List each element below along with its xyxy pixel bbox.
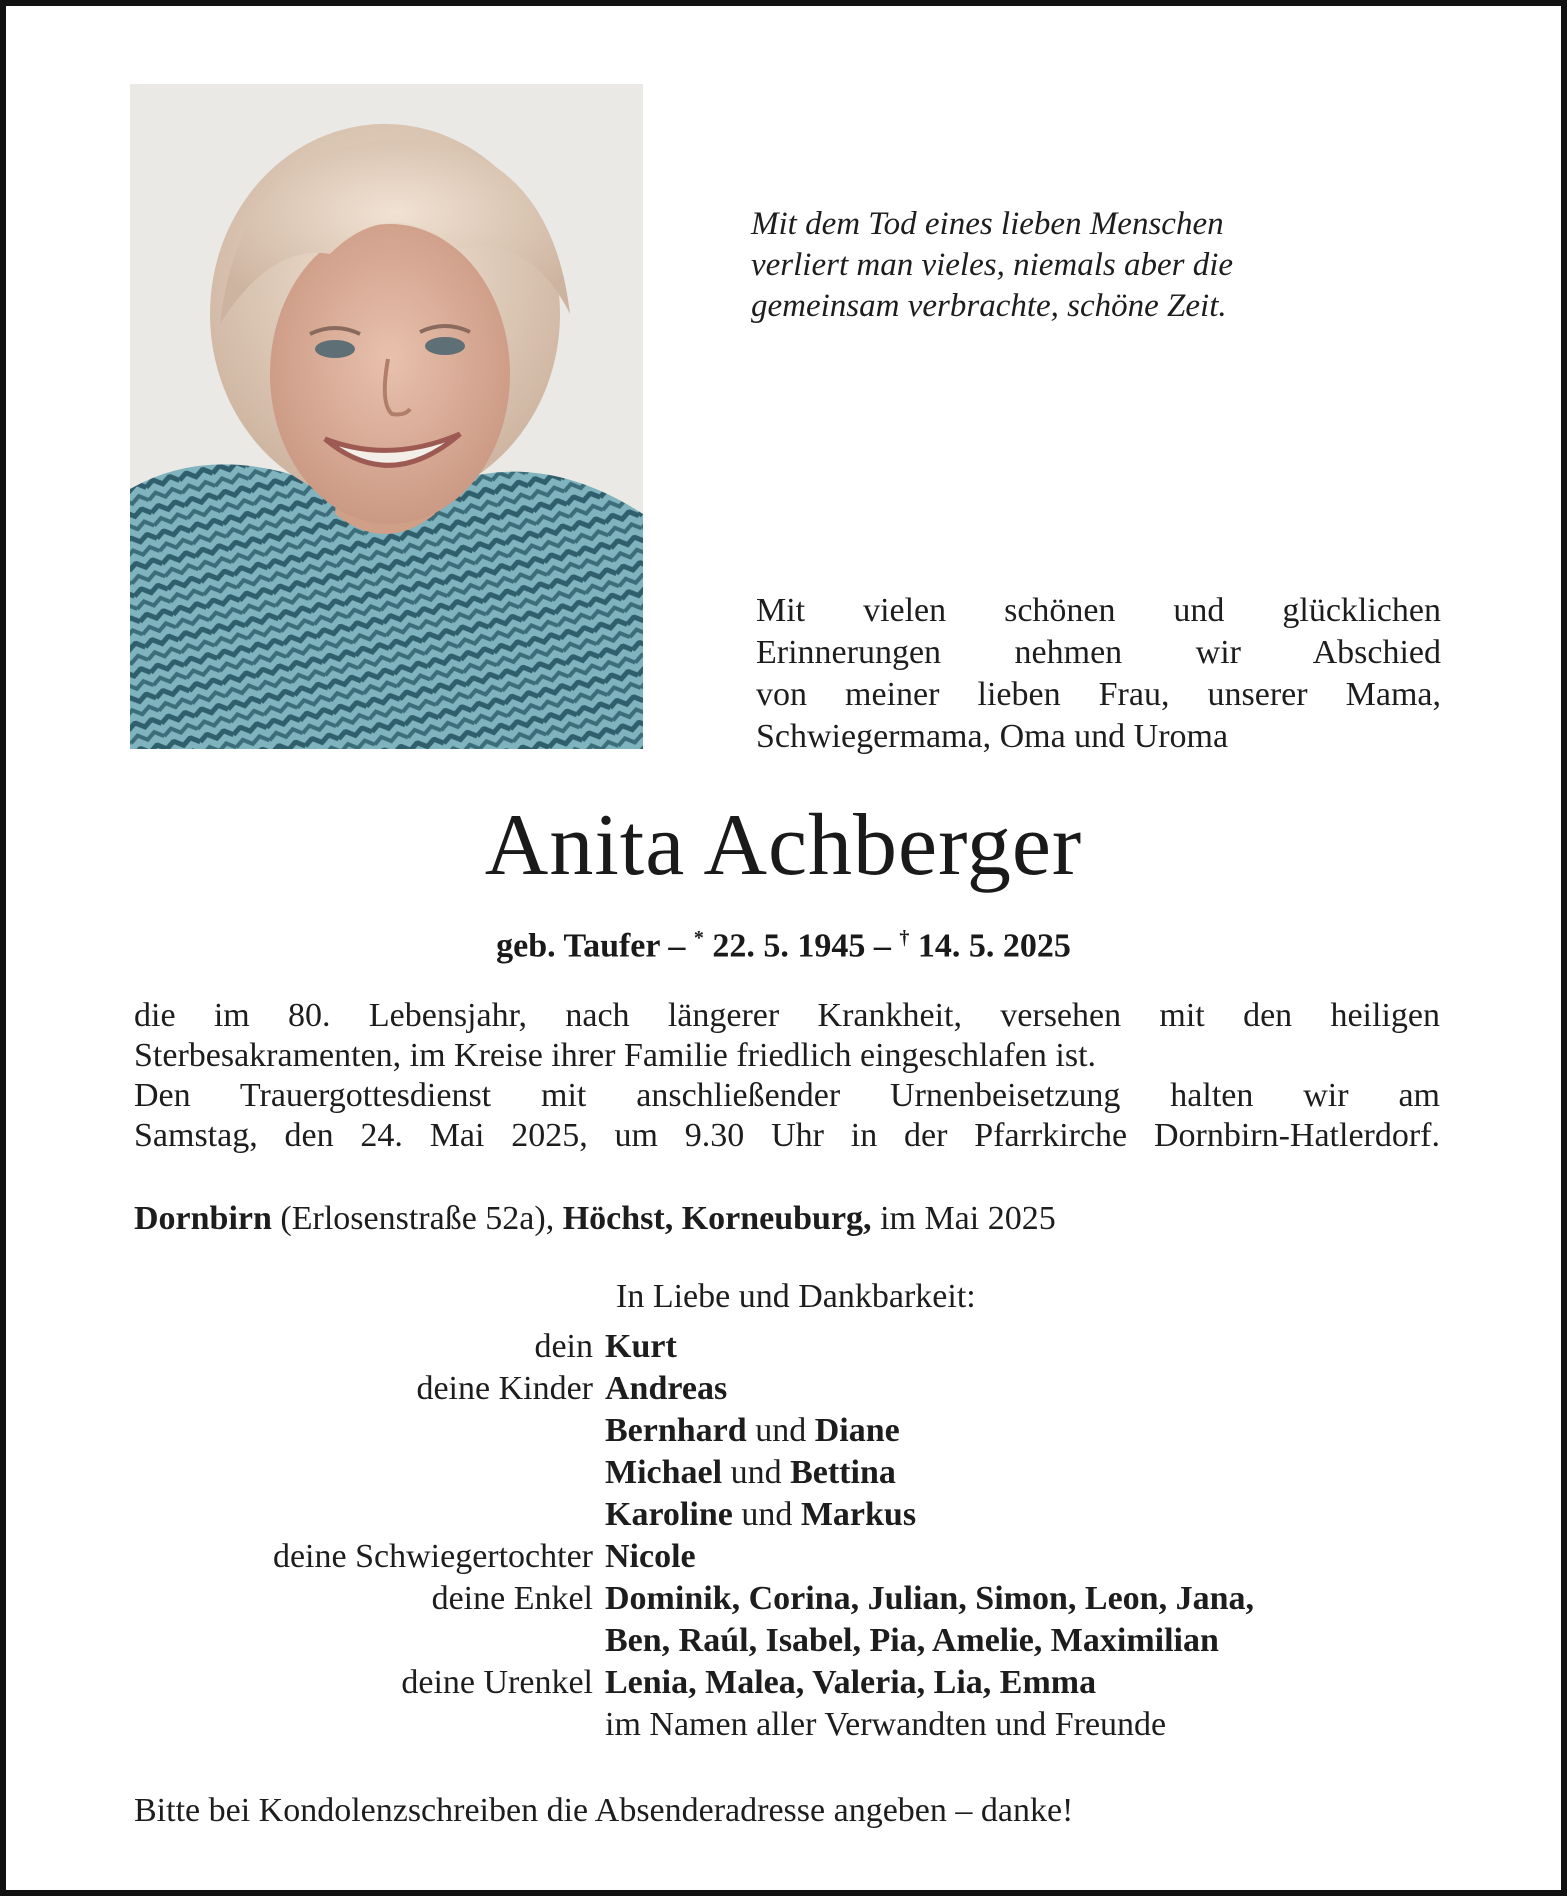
place-others: Höchst, Korneuburg,: [562, 1200, 872, 1237]
death-symbol: †: [899, 927, 910, 949]
condolence-note: Bitte bei Kondolenzschreiben die Absenderadresse angeben – danke!: [134, 1792, 1074, 1829]
family-others: im Namen aller Verwandten und Freunde: [605, 1706, 1167, 1743]
family-row: [134, 1620, 1474, 1662]
body-line: Sterbesakramenten, im Kreise ihrer Familie friedlich eingeschlafen ist.: [134, 1037, 1097, 1074]
family-row: [134, 1536, 1474, 1578]
child-name: Bernhard: [605, 1412, 747, 1449]
family-names: [605, 1452, 1474, 1494]
partner-name: Markus: [800, 1496, 917, 1533]
relation-label: deine Schwiegertochter: [272, 1538, 593, 1575]
partner-name: Bettina: [790, 1454, 896, 1491]
farewell-line: Erinnerungen nehmen wir Abschied: [756, 634, 1441, 671]
relation-label: [134, 1410, 605, 1452]
life-dates: [6, 918, 1561, 966]
relation-label: dein: [534, 1328, 593, 1365]
deceased-name: Anita Achberger: [484, 797, 1083, 894]
family-names: Nicole: [605, 1538, 696, 1575]
relation-label: [134, 1620, 605, 1662]
family-row: [134, 1326, 1474, 1368]
dash: –: [659, 927, 694, 965]
body-line: die im 80. Lebensjahr, nach längerer Krankheit, versehen mit den heiligen: [134, 997, 1440, 1034]
and-word: und: [722, 1454, 791, 1491]
maiden-name: geb. Taufer: [496, 927, 660, 965]
family-row: [134, 1704, 1474, 1746]
family-names: Dominik, Corina, Julian, Simon, Leon, Jana,: [605, 1580, 1254, 1617]
family-names: Ben, Raúl, Isabel, Pia, Amelie, Maximilian: [605, 1622, 1219, 1659]
family-names: Kurt: [605, 1328, 677, 1365]
family-names: [605, 1494, 1474, 1536]
family-row: [134, 1662, 1474, 1704]
family-row: [134, 1410, 1474, 1452]
family-names: [605, 1410, 1474, 1452]
family-names: Lenia, Malea, Valeria, Lia, Emma: [605, 1664, 1097, 1701]
partner-name: Diane: [814, 1412, 900, 1449]
place-address: (Erlosenstraße 52a),: [271, 1200, 563, 1237]
and-word: und: [746, 1412, 815, 1449]
child-name: Michael: [605, 1454, 723, 1491]
signoff: In Liebe und Dankbarkeit:: [616, 1278, 976, 1315]
child-name: Karoline: [605, 1496, 733, 1533]
birth-symbol: *: [693, 927, 704, 949]
family-row: [134, 1452, 1474, 1494]
birth-date: 22. 5. 1945: [703, 927, 866, 965]
portrait-photo: [130, 84, 643, 749]
and-word: und: [732, 1496, 801, 1533]
relation-label: [134, 1452, 605, 1494]
portrait-icon: [130, 84, 643, 749]
relation-label: deine Enkel: [431, 1580, 593, 1617]
quote-line: gemeinsam verbrachte, schöne Zeit.: [751, 288, 1227, 324]
dash: –: [865, 927, 900, 965]
family-row: [134, 1368, 1474, 1410]
body-line: Samstag, den 24. Mai 2025, um 9.30 Uhr in der Pfarrkirche Dornbirn-Hatlerdorf.: [134, 1117, 1440, 1154]
relation-label: deine Urenkel: [401, 1664, 593, 1701]
family-list: [134, 1326, 1474, 1746]
farewell-line: Mit vielen schönen und glücklichen: [756, 592, 1441, 629]
farewell-text: [756, 590, 1441, 758]
quote-line: Mit dem Tod eines lieben Menschen: [751, 206, 1224, 242]
relation-label: deine Kinder: [416, 1370, 593, 1407]
memorial-quote: [751, 204, 1371, 327]
place-date-line: [134, 1199, 1444, 1239]
relation-label: [134, 1704, 605, 1746]
body-line: Den Trauergottesdienst mit anschließender Urnenbeisetzung halten wir am: [134, 1077, 1440, 1114]
place-city: Dornbirn: [134, 1200, 272, 1237]
death-date: 14. 5. 2025: [909, 927, 1071, 965]
relation-label: [134, 1494, 605, 1536]
place-date: im Mai 2025: [871, 1200, 1056, 1237]
family-row: [134, 1494, 1474, 1536]
quote-line: verliert man vieles, niemals aber die: [751, 247, 1234, 283]
announcement-body: [134, 996, 1440, 1156]
family-names: Andreas: [605, 1370, 728, 1407]
farewell-line: von meiner lieben Frau, unserer Mama,: [756, 676, 1441, 713]
farewell-line: Schwiegermama, Oma und Uroma: [756, 718, 1229, 755]
family-row: [134, 1578, 1474, 1620]
